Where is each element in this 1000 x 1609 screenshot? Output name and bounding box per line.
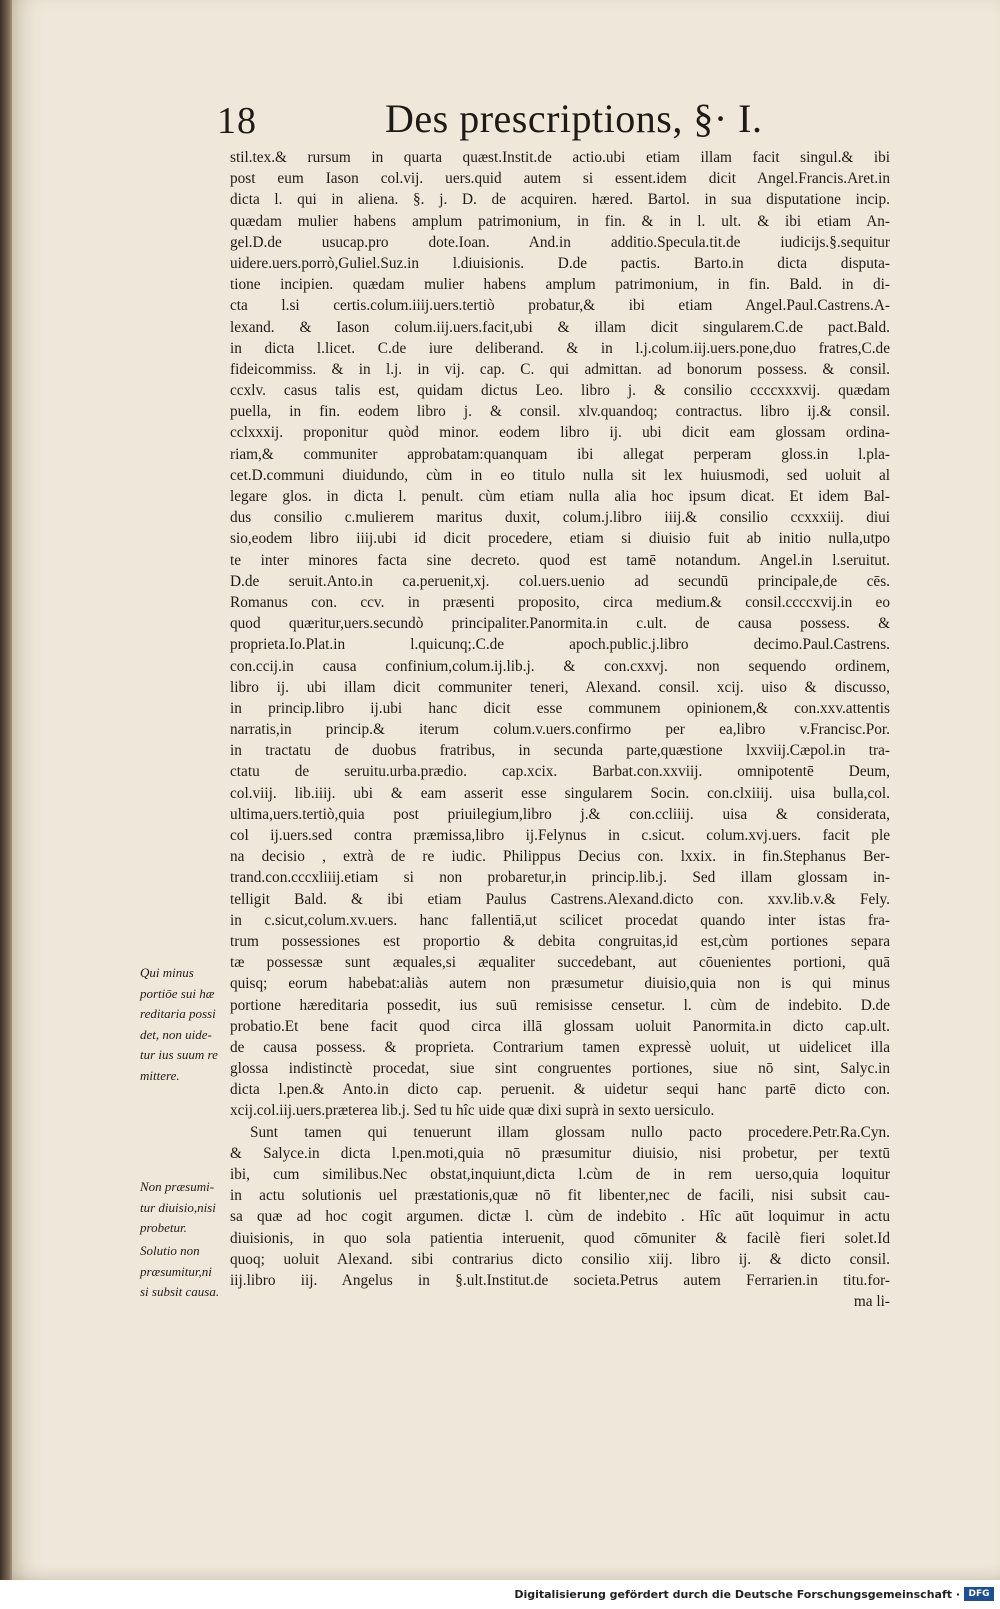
catchword: ma li- (853, 1293, 890, 1311)
page-number: 18 (217, 100, 257, 142)
text-line: ctatu de seruitu.urba.prædio. cap.xcix. Barbat.con.xxviij. omnipotentē Deum, (230, 763, 890, 781)
marginal-note-1 (140, 963, 228, 1086)
marginal-line: tur diuisio,nisi (140, 1199, 216, 1215)
marginal-line: Qui minus (140, 965, 194, 980)
text-line: dicta l. qui in aliena. §. j. D. de acquiren. hæred. Bartol. in sua disputatione incip. (230, 191, 890, 209)
text-line: Sunt tamen qui tenuerunt illam glossam nullo pacto procedere.Petr.Ra.Cyn. (250, 1123, 890, 1141)
text-line: dus consilio c.mulierem maritus duxit, colum.j.libro iiij.& consilio ccxxxiij. diui (230, 509, 890, 527)
marginal-line: reditaria possi (140, 1006, 216, 1021)
running-title: Des prescriptions, §· I. (385, 96, 763, 141)
marginal-line: probetur. (140, 1220, 187, 1235)
marginal-line: portiōe sui hæ (140, 985, 215, 1001)
text-line: in dicta l.licet. C.de iure deliberand. & in l.j.colum.iij.uers.pone,duo fratres,C.de (230, 339, 890, 357)
text-line: col ij.uers.sed contra præmissa,libro ij.Felynus in c.sicut. colum.xvj.uers. facit ple (230, 827, 890, 844)
text-line: ibi, cum similibus.Nec obstat,inquiunt,dicta l.cùm de in rem uerso,quia loquitur (230, 1166, 890, 1183)
text-line: tione incipien. quædam mulier habens amplum patrimonium, in fin. Bald. in di- (230, 276, 890, 294)
text-line: quod quæritur,uers.secundò principaliter.Panormita.in c.ult. de causa possess. & (230, 615, 890, 633)
text-line: cet.D.communi diuidundo, cùm in eo titulo nulla sit lex huiusmodi, sed uoluit al (230, 466, 890, 484)
text-line: in actu solutionis uel præstationis,quæ nō fit libenter,nec de facili, nisi subsit cau- (230, 1187, 890, 1205)
text-line: & Salyce.in dicta l.pen.moti,quia nō præsumitur diuisio, nisi probetur, per textū (230, 1144, 890, 1162)
text-line: probatio.Et bene facit quod circa illā glossam uoluit Panormita.in dicto cap.ult. (230, 1017, 890, 1035)
text-line: uidere.uers.porrò,Guliel.Suz.in l.diuisionis. D.de pactis. Barto.in dicta disputa- (230, 254, 890, 272)
text-line: cclxxxij. proponitur quòd minor. eodem libro ij. ubi dicit eam glossam ordina- (230, 424, 890, 442)
text-line: legare glos. in dicta l. penult. cùm etiam nulla alia hoc ipsum dicat. Et idem Bal- (230, 488, 890, 505)
marginal-line: præsumitur,ni (140, 1263, 212, 1279)
marginal-line: mittere. (140, 1067, 180, 1083)
text-line: glossa indistinctè procedat, siue sint congruentes portiones, siue nō sint, Salyc.in (230, 1060, 890, 1078)
text-line: stil.tex.& rursum in quarta quæst.Instit.de actio.ubi etiam illam facit singul.& ibi (230, 149, 890, 166)
text-line: Romanus con. ccv. in præsenti proposito, circa medium.& consil.ccccxvij.in eo (230, 593, 890, 611)
text-line: trand.con.cccxliiij.etiam si non probaretur,in princip.lib.j. Sed illam glossam in- (230, 869, 890, 887)
footer-bar (0, 1580, 1000, 1609)
text-line: dicta l.pen.& Anto.in dicto cap. peruenit. & uidetur sequi hanc partē dicto con. (230, 1081, 890, 1099)
marginal-note-2 (140, 1177, 228, 1239)
text-line: quoq; uoluit Alexand. sibi contrarius dicto consilio xiij. libro ij. & dicto consil. (230, 1250, 890, 1268)
text-line: iij.libro iij. Angelus in §.ult.Institut.de societa.Petrus autem Ferrarien.in titu.for- (230, 1271, 890, 1289)
text-line: tæ possessæ sunt æquales,si æqualiter succedebant, aut cōuenientes portioni, quā (230, 954, 890, 972)
text-line: in princip.libro ij.ubi hanc dicit esse communem opinionem,& con.xxv.attentis (230, 699, 890, 717)
text-line: trum possessiones est proportio & debita congruitas,id est,cùm portiones separa (230, 932, 890, 950)
text-line: con.ccij.in causa confinium,colum.ij.lib.j. & con.cxxvj. non sequendo ordinem, (230, 657, 890, 675)
text-line: na decisio , extrà de re iudic. Philippus Decius con. lxxix. in fin.Stephanus Ber- (230, 848, 890, 866)
marginal-line: si subsit causa. (140, 1284, 220, 1299)
text-line: col.viij. lib.iiij. ubi & eam asserit esse singularem Socin. con.clxiiij. uisa bulla,col. (230, 784, 890, 802)
text-line: gel.D.de usucap.pro dote.Ioan. And.in additio.Specula.tit.de iudicijs.§.sequitur (230, 233, 890, 251)
text-line: narratis,in princip.& iterum colum.v.uers.confirmo per ea,libro v.Francisc.Por. (230, 721, 890, 739)
text-line: sio,eodem libro iiij.ubi id dicit procedere, etiam si diuisio fuit ab initio nulla,utpo (230, 530, 890, 548)
text-line: sa quæ ad hoc cogit argumen. dictæ l. cùm de indebito . Hîc aūt loquimur in actu (230, 1208, 890, 1226)
dfg-logo-icon: DFG (964, 1587, 994, 1601)
text-line: te inter minores facta sine decreto. quod est tamē notandum. Angel.in l.seruitut. (230, 551, 890, 569)
text-line: in tractatu de duobus fratribus, in secunda parte,quæstione lxxviij.Cæpol.in tra- (230, 742, 890, 760)
text-line: in c.sicut,colum.xv.uers. hanc fallentiā,ut scilicet procedat quando inter istas fra- (230, 911, 890, 929)
text-line: de causa possess. & proprieta. Contrarium tamen expressè uoluit, ut uidelicet illa (230, 1038, 890, 1056)
text-line: lexand. & Iason colum.iij.uers.facit,ubi & illam dicit singularem.C.de pact.Bald. (230, 318, 890, 336)
text-line: quædam mulier habens amplum patrimonium, in fin. & in l. ult. & ibi etiam An- (230, 212, 890, 230)
text-line: libro ij. ubi illam dicit communiter teneri, Alexand. consil. xcij. uiso & discusso, (230, 678, 890, 696)
text-line: riam,& communiter approbatam:quanquam ibi allegat perperam gloss.in l.pla- (230, 445, 890, 463)
marginal-line: Solutio non (140, 1243, 200, 1258)
text-line: fideicommiss. & in l.j. in vij. cap. C. qui admittan. ad bonorum possess. & consil. (230, 360, 890, 378)
main-text-block (230, 147, 890, 1312)
page-header (217, 95, 777, 155)
marginal-note-3 (140, 1241, 228, 1303)
text-line: portione hæreditaria possedit, ius suū remisisse censetur. l. cùm de indebito. D.de (230, 996, 890, 1014)
marginal-line: det, non uide- (140, 1026, 212, 1042)
marginal-line: tur ius suum re (140, 1047, 218, 1062)
footer-credit: Digitalisierung gefördert durch die Deutsche Forschungsgemeinschaft · (514, 1588, 960, 1601)
text-line: post eum Iason col.vij. uers.quid autem si essent.idem dicit Angel.Francis.Aret.in (230, 170, 890, 188)
text-line: ccxlv. casus talis est, quidam dictus Leo. libro j. & consilio ccccxxxvij. quædam (230, 382, 890, 400)
text-line: quisq; eorum habebat:aliàs autem non præsumetur diuisio,quia non is qui minus (230, 975, 890, 993)
text-line: proprieta.Io.Plat.in l.quicunq;.C.de apoch.public.j.libro decimo.Paul.Castrens. (230, 636, 890, 654)
marginal-line: Non præsumi- (140, 1179, 215, 1194)
text-line: diuisionis, in quo sola patientia interuenit, quod cōmuniter & facilè fieri solet.Id (230, 1229, 890, 1247)
text-line: ultima,uers.tertiò,quia post priuilegium,libro j.& con.ccliiij. uisa & considerata, (230, 805, 890, 823)
text-line: puella, in fin. eodem libro j. & consil. xlv.quandoq; contractus. libro ij.& consil. (230, 403, 890, 421)
text-line: cta l.si certis.colum.iiij.uers.tertiò probatur,& ibi etiam Angel.Paul.Castrens.A- (230, 297, 890, 315)
text-line: xcij.col.iij.uers.præterea lib.j. Sed tu hîc uide quæ dixi suprà in sexto uersiculo. (230, 1102, 715, 1120)
text-line: D.de seruit.Anto.in ca.peruenit,xj. col.uers.uenio ad secundū principale,de cēs. (230, 572, 890, 590)
text-line: telligit Bald. & ibi etiam Paulus Castrens.Alexand.dicto con. xxv.lib.v.& Fely. (230, 890, 890, 908)
